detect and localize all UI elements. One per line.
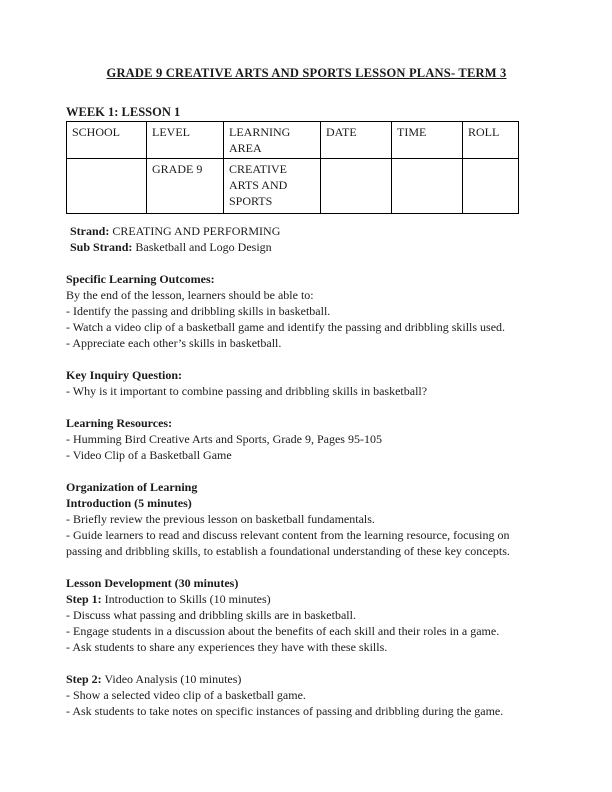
document-title: GRADE 9 CREATIVE ARTS AND SPORTS LESSON PLANS- TERM 3	[106, 66, 507, 80]
body-line: - Humming Bird Creative Arts and Sports, Grade 9, Pages 95-105	[66, 432, 382, 446]
lesson-content	[66, 223, 547, 719]
week-lesson-heading: WEEK 1: LESSON 1	[66, 105, 181, 119]
body-line: - Watch a video clip of a basketball game and identify the passing and dribbling skills used.	[66, 320, 506, 334]
info-table-data-cell: GRADE 9	[147, 159, 224, 214]
blank-line	[66, 399, 547, 415]
body-line: - Briefly review the previous lesson on basketball fundamentals.	[66, 512, 375, 526]
body-line: - Identify the passing and dribbling skills in basketball.	[66, 304, 331, 318]
body-line: - Engage students in a discussion about the benefits of each skill and their roles in a game.	[66, 624, 500, 638]
body-line: - Why is it important to combine passing and dribbling skills in basketball?	[66, 384, 428, 398]
labeled-line	[66, 239, 547, 255]
body-line: - Video Clip of a Basketball Game	[66, 448, 232, 462]
section-heading: Specific Learning Outcomes:	[66, 272, 215, 286]
body-line: - Ask students to share any experiences they have with these skills.	[66, 640, 388, 654]
info-table-data-cell	[321, 159, 392, 214]
line-label: Step 2:	[66, 672, 102, 686]
labeled-line	[66, 591, 547, 607]
line-text: Video Analysis (10 minutes)	[101, 672, 242, 686]
info-table-data-row	[67, 159, 519, 214]
section-heading: Organization of Learning	[66, 480, 198, 494]
labeled-line	[66, 671, 547, 687]
section-heading: Introduction (5 minutes)	[66, 496, 192, 510]
info-table-header-cell: ROLL	[463, 122, 519, 159]
labeled-line	[66, 223, 547, 239]
body-line: - Show a selected video clip of a basketball game.	[66, 688, 306, 702]
line-text: Introduction to Skills (10 minutes)	[101, 592, 271, 606]
info-table-header-cell: LEVEL	[147, 122, 224, 159]
info-table-data-cell: CREATIVE ARTS AND SPORTS	[224, 159, 321, 214]
body-line: - Ask students to take notes on specific instances of passing and dribbling during the game.	[66, 704, 504, 718]
body-line: - Appreciate each other’s skills in basketball.	[66, 336, 282, 350]
lesson-info-table	[66, 121, 519, 214]
section-heading: Key Inquiry Question:	[66, 368, 183, 382]
info-table-header-cell: LEARNING AREA	[224, 122, 321, 159]
line-label: Strand:	[70, 224, 110, 238]
line-text: CREATING AND PERFORMING	[109, 224, 281, 238]
section-heading: Learning Resources:	[66, 416, 173, 430]
info-table-header-cell: SCHOOL	[67, 122, 147, 159]
info-table-data-cell	[392, 159, 463, 214]
body-line: - Guide learners to read and discuss relevant content from the learning resource, focusing on passing and dribbling skills, to establish a foundational understanding of these key concepts.	[66, 528, 510, 558]
body-line: By the end of the lesson, learners should be able to:	[66, 288, 314, 302]
body-line: - Discuss what passing and dribbling skills are in basketball.	[66, 608, 356, 622]
line-label: Sub Strand:	[70, 240, 133, 254]
info-table-data-cell	[463, 159, 519, 214]
blank-line	[66, 655, 547, 671]
info-table-data-cell	[67, 159, 147, 214]
line-text: Basketball and Logo Design	[132, 240, 272, 254]
blank-line	[66, 351, 547, 367]
section-heading: Lesson Development (30 minutes)	[66, 576, 239, 590]
line-label: Step 1:	[66, 592, 102, 606]
info-table-header-cell: TIME	[392, 122, 463, 159]
blank-line	[66, 463, 547, 479]
info-table-header-row	[67, 122, 519, 159]
blank-line	[66, 255, 547, 271]
blank-line	[66, 559, 547, 575]
info-table-header-cell: DATE	[321, 122, 392, 159]
